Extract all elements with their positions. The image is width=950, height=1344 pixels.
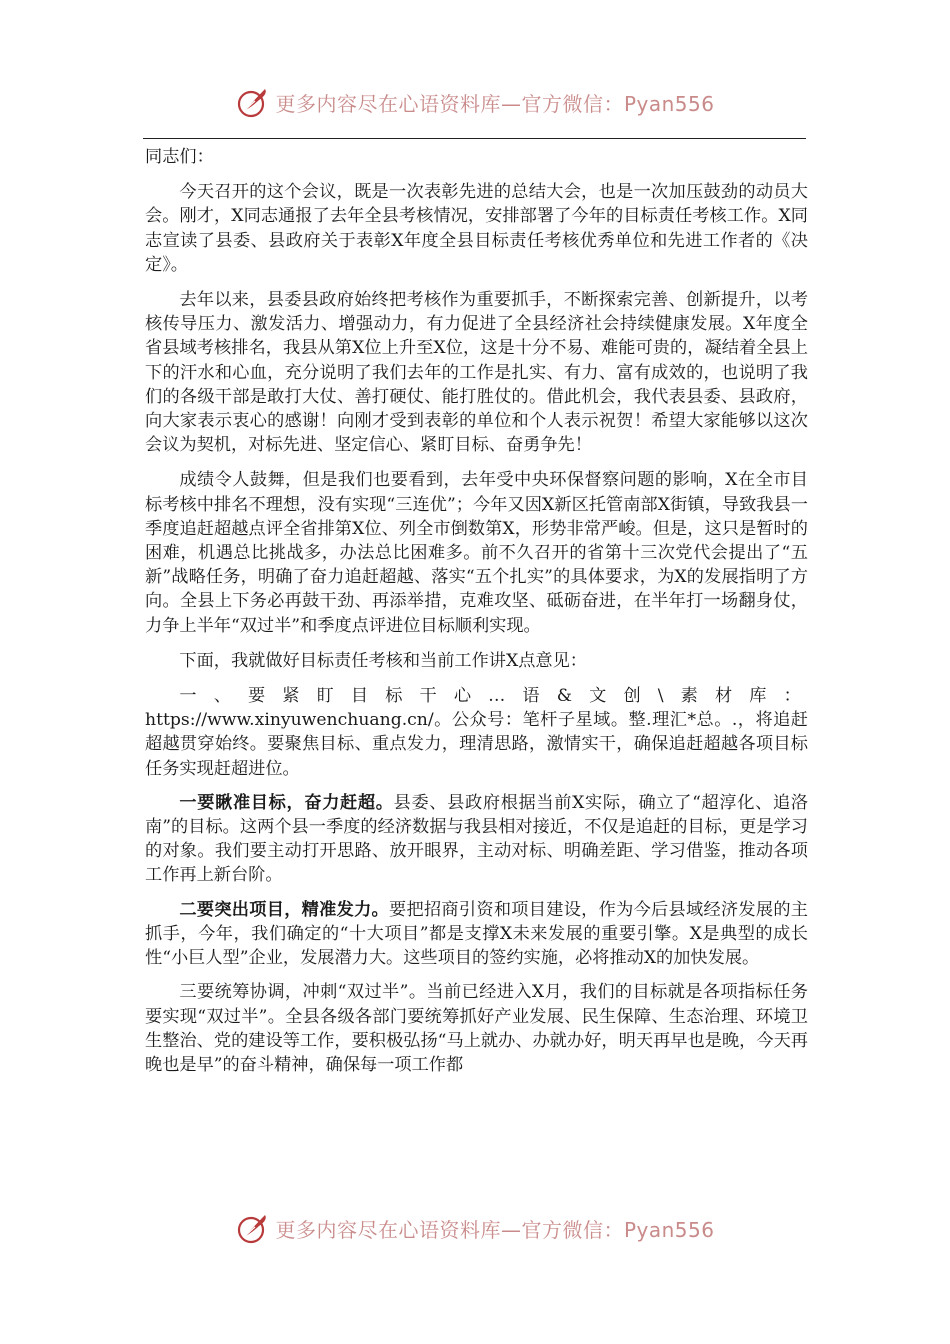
point-two-lead: 二要突出项目，精准发力。 [179,899,390,920]
header-banner [0,82,950,122]
salutation: 同志们： [145,147,214,167]
source-url: https://www.xinyuwenchuang.cn/ [145,710,434,731]
footer-banner-text: 更多内容尽在心语资料库—官方微信：Pyan556 [275,1217,715,1242]
point-one-lead: 一要瞅准目标，奋力赶超。 [179,792,394,813]
point-two-body: 要把招商引资和项目建设，作为今后县域经济发展的主抓手，今年，我们确定的“十大项目”都是支撑X未来发展的重要引擎。X是典型的成长性“小巨人型”企业，发展潜力大。这些项目的签约实施，必将推动X的加快发展。 [145,899,808,969]
paragraph-intro: 今天召开的这个会议，既是一次表彰先进的总结大会，也是一次加压鼓劲的动员大会。刚才，X同志通报了去年全县考核情况，安排部署了今年的目标责任考核工作。X同志宣读了县委、县政府关于表彰X年度全县目标责任考核优秀单位和先进工作者的《决定》。 [145,182,808,275]
paragraph-challenges: 成绩令人鼓舞，但是我们也要看到，去年受中央环保督察问题的影响，X在全市目标考核中排名不理想，没有实现“三连优”；今年又因X新区托管南部X街镇，导致我县一季度追赶超越点评全省排第X位、列全市倒数第X，形势非常严峻。但是，这只是暂时的困难，机遇总比挑战多，办法总比困难多。前不久召开的省第十三次党代会提出了“五新”战略任务，明确了奋力追赶超越、落实“五个扎实”的具体要求，为X的发展指明了方向。全县上下务必再鼓干劲、再添举措，克难攻坚、砥砺奋进，在半年打一场翻身仗，力争上半年“双过半”和季度点评进位目标顺利实现。 [145,470,808,636]
quill-logo-icon [235,1210,271,1246]
section-one-title: 一、要紧盯目标干心…语&文创\素材库： [179,686,808,707]
section-one-text: 。公众号：笔杆子星域。整.理汇*总。.，将追赶超越贯穿始终。要聚焦目标、重点发力，理清思路，激情实干，确保追赶超越各项目标任务实现赶超进位。 [145,710,808,779]
header-banner-text: 更多内容尽在心语资料库—官方微信：Pyan556 [275,91,715,116]
section-one-heading [145,684,808,781]
point-two [145,898,808,971]
document-body [145,145,808,1087]
quill-logo-icon [235,84,271,120]
footer-banner [0,1208,950,1248]
point-three: 三要统筹协调，冲刺“双过半”。当前已经进入X月，我们的目标就是各项指标任务要实现“双过半”。全县各级各部门要统筹抓好产业发展、民生保障、生态治理、环境卫生整治、党的建设等工作，要积极弘扬“马上就办、办就办好，明天再早也是晚，今天再晚也是早”的奋斗精神，确保每一项工作都 [145,982,808,1075]
paragraph-achievements: 去年以来，县委县政府始终把考核作为重要抓手，不断探索完善、创新提升，以考核传导压力、激发活力、增强动力，有力促进了全县经济社会持续健康发展。X年度全省县域考核排名，我县从第X位上升至X位，这是十分不易、难能可贵的，凝结着全县上下的汗水和心血，充分说明了我们去年的工作是扎实、有力、富有成效的，也说明了我们的各级干部是敢打大仗、善打硬仗、能打胜仗的。借此机会，我代表县委、县政府，向大家表示衷心的感谢！向刚才受到表彰的单位和个人表示祝贺！希望大家能够以这次会议为契机，对标先进、坚定信心、紧盯目标、奋勇争先！ [145,290,808,456]
point-one-body: 县委、县政府根据当前X实际，确立了“超淳化、追洛南”的目标。这两个县一季度的经济数据与我县相对接近，不仅是追赶的目标，更是学习的对象。我们要主动打开思路、放开眼界，主动对标、明确差距、学习借鉴，推动各项工作再上新台阶。 [145,792,808,886]
paragraph-transition: 下面，我就做好目标责任考核和当前工作讲X点意见： [179,650,587,671]
header-divider [143,138,806,139]
point-one [145,791,808,888]
